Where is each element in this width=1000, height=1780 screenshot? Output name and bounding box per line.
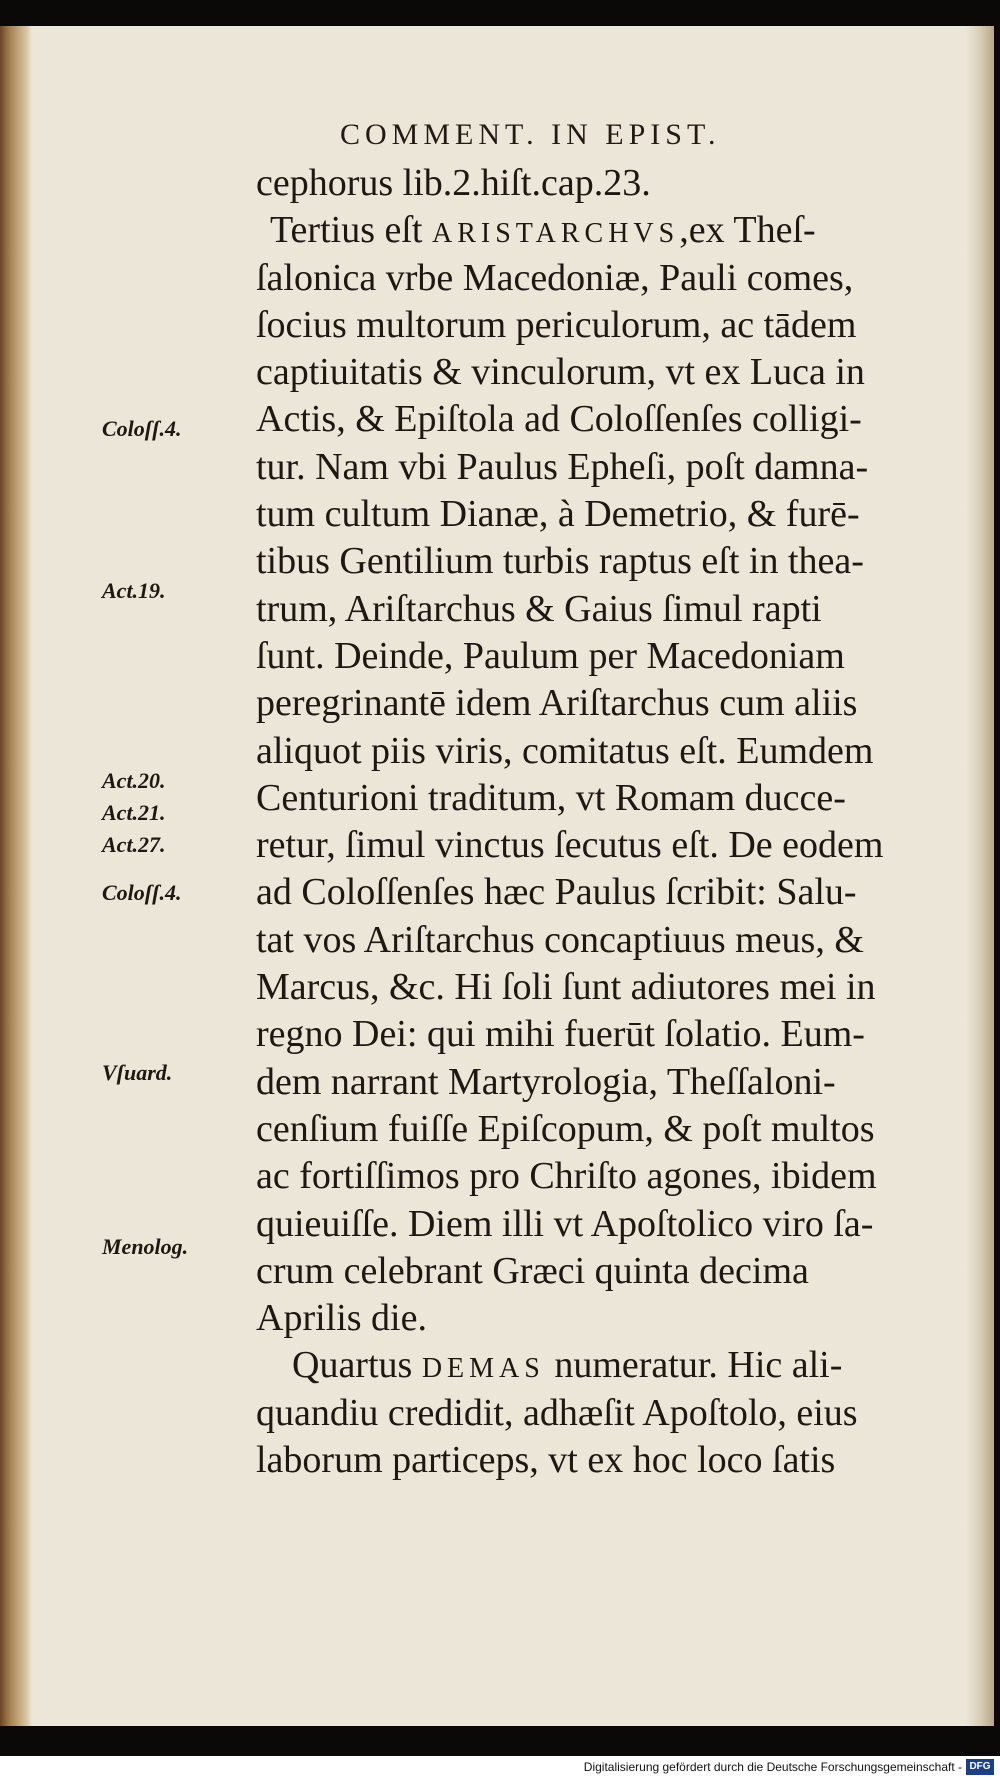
marginal-note: Coloſſ.4. [102,880,182,905]
body-text [256,160,936,1484]
text-line: ſocius multorum periculorum, ac tādem [256,303,857,346]
text-line: retur, ſimul vinctus ſecutus eſt. De eodem [256,824,884,867]
marginal-note: Coloſſ.4. [102,416,182,441]
text-line: dem narrant Martyrologia, Theſſaloni- [256,1060,836,1103]
marginal-note: Act.27. [102,832,166,857]
name-demas: DEMAS [421,1353,545,1385]
text-fragment: ,ex Theſ- [679,209,816,252]
marginal-note: Act.19. [102,578,166,603]
running-head: COMMENT. IN EPIST. [340,118,721,151]
text-line: Actis, & Epiſtola ad Coloſſenſes colligi- [256,398,862,441]
text-line: Centurioni traditum, vt Romam ducce- [256,776,846,819]
text-line: tur. Nam vbi Paulus Epheſi, poſt damna- [256,445,869,488]
text-line [256,207,936,254]
text-line: aliquot piis viris, comitatus eſt. Eumdem [256,729,874,772]
dfg-logo: DFG [966,1759,994,1775]
text-line: Marcus, &c. Hi ſoli ſunt adiutores mei in [256,966,876,1009]
marginal-note: Act.21. [102,800,166,825]
funding-notice: Digitalisierung gefördert durch die Deutsche Forschungsgemeinschaft - [583,1760,962,1774]
text-line: quandiu credidit, adhæſit Apoſtolo, eius [256,1391,858,1434]
text-line: cephorus lib.2.hiſt.cap.23. [256,162,651,204]
page-edge [966,26,994,1726]
text-line: trum, Ariſtarchus & Gaius ſimul rapti [256,587,822,630]
name-aristarchus: ARISTARCHVS [431,218,680,250]
text-line: crum celebrant Græci quinta decima [256,1249,809,1292]
text-line: tum cultum Dianæ, à Demetrio, & furē- [256,493,860,536]
text-line: Aprilis die. [256,1297,427,1340]
text-line [256,1342,936,1389]
text-line: cenſium fuiſſe Epiſcopum, & poſt multos [256,1107,875,1150]
text-line: captiuitatis & vinculorum, vt ex Luca in [256,351,865,394]
text-fragment: Quartus [292,1344,413,1387]
text-line: peregrinantē idem Ariſtarchus cum aliis [256,682,858,725]
text-fragment: Tertius eſt [270,209,423,252]
text-line: quieuiſſe. Diem illi vt Apoſtolico viro ſa- [256,1202,874,1245]
text-line: ſunt. Deinde, Paulum per Macedoniam [256,634,845,677]
text-line: tibus Gentilium turbis raptus eſt in thea- [256,540,864,583]
text-line: ad Coloſſenſes hæc Paulus ſcribit: Salu- [256,871,857,914]
text-line: tat vos Ariſtarchus concaptiuus meus, & [256,918,864,961]
text-line: laborum particeps, vt ex hoc loco ſatis [256,1439,836,1482]
marginal-note: Vſuard. [102,1060,173,1085]
text-line: ac fortiſſimos pro Chriſto agones, ibidem [256,1155,877,1198]
text-line: ſalonica vrbe Macedoniæ, Pauli comes, [256,256,854,299]
text-line: regno Dei: qui mihi fuerūt ſolatio. Eum- [256,1013,865,1056]
binding-edge [0,26,32,1726]
marginal-note: Menolog. [102,1234,189,1259]
text-fragment: numeratur. Hic ali- [544,1344,843,1387]
marginal-note: Act.20. [102,768,166,793]
